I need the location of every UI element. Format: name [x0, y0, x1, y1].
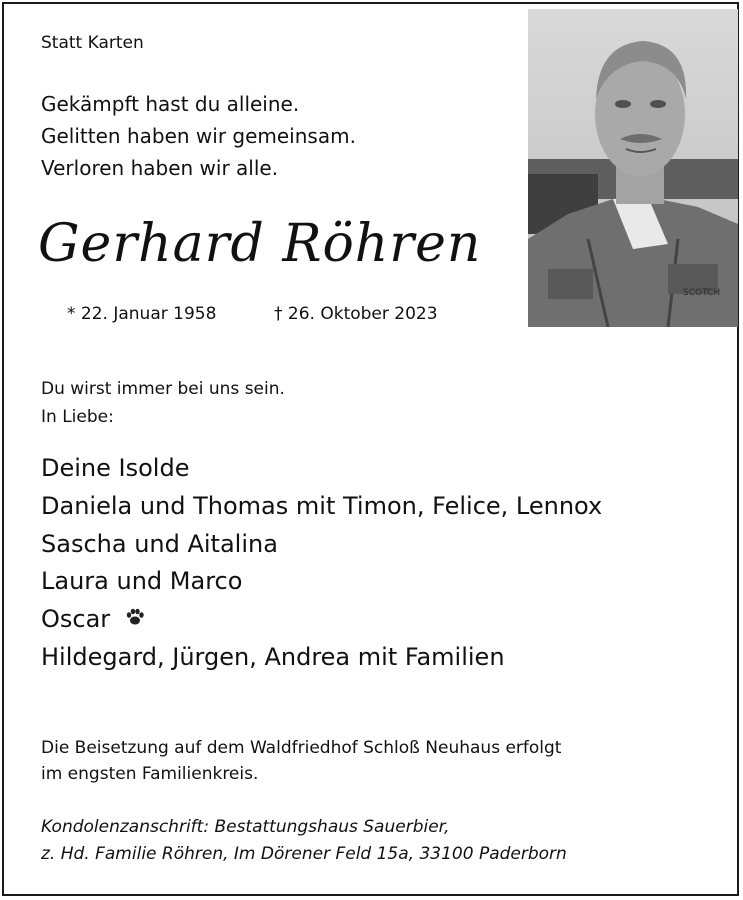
message-line-1: Du wirst immer bei uns sein. — [41, 379, 285, 399]
svg-text:SCOTCH: SCOTCH — [683, 288, 721, 298]
condolence-line-1: Kondolenzanschrift: Bestattungshaus Sauerbier, — [41, 817, 450, 837]
birth-date: * 22. Januar 1958 — [67, 304, 217, 324]
pet-name: Oscar — [41, 605, 111, 633]
header-text: Statt Karten — [41, 33, 144, 53]
funeral-line-2: im engsten Familienkreis. — [41, 764, 259, 784]
paw-icon — [124, 606, 146, 634]
family-line-5 — [41, 605, 146, 634]
funeral-line-1: Die Beisetzung auf dem Waldfriedhof Schloß Neuhaus erfolgt — [41, 738, 562, 758]
family-line-2: Daniela und Thomas mit Timon, Felice, Lennox — [41, 492, 603, 520]
family-line-4: Laura und Marco — [41, 567, 243, 595]
portrait-photo — [528, 9, 738, 327]
obituary-card — [2, 2, 739, 896]
deceased-name: Gerhard Röhren — [38, 214, 482, 274]
family-line-6: Hildegard, Jürgen, Andrea mit Familien — [41, 643, 505, 671]
condolence-line-2: z. Hd. Familie Röhren, Im Dörener Feld 15a, 33100 Paderborn — [41, 844, 567, 864]
family-line-1: Deine Isolde — [41, 454, 190, 482]
verse-line-1: Gekämpft hast du alleine. — [41, 92, 300, 116]
verse-line-3: Verloren haben wir alle. — [41, 156, 279, 180]
verse-line-2: Gelitten haben wir gemeinsam. — [41, 124, 356, 148]
family-line-3: Sascha und Aitalina — [41, 530, 278, 558]
message-line-2: In Liebe: — [41, 407, 114, 427]
death-date: † 26. Oktober 2023 — [274, 304, 438, 324]
